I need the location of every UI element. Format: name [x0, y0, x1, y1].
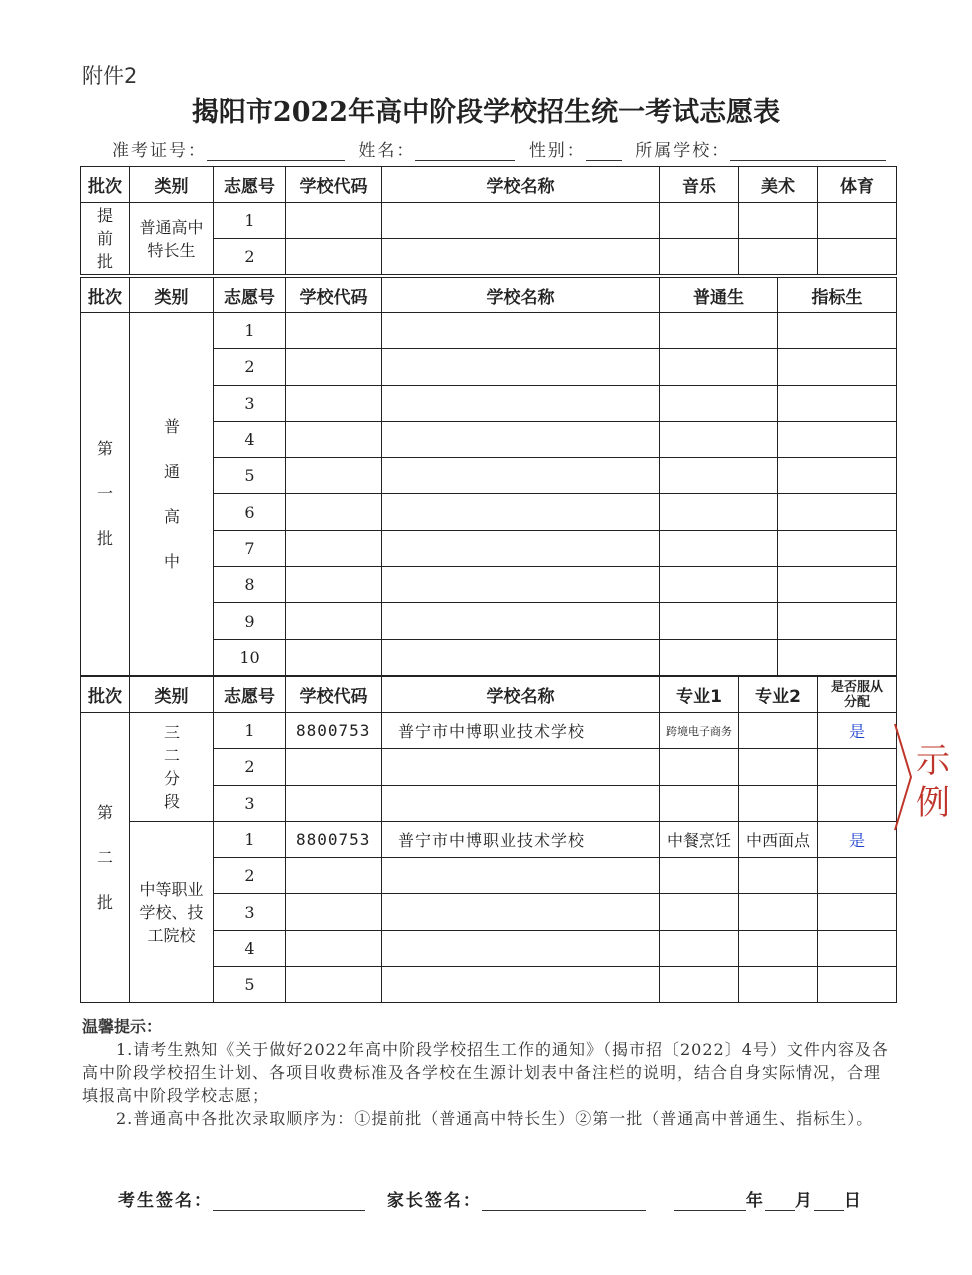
major2-cell[interactable] — [739, 785, 818, 821]
choice-no: 1 — [214, 313, 286, 349]
school-name-cell[interactable] — [382, 458, 660, 494]
choice-no: 2 — [214, 858, 286, 894]
school-name-cell[interactable] — [382, 930, 660, 966]
example-annotation: 示例 — [916, 741, 950, 823]
exam-no-field[interactable] — [207, 142, 345, 161]
tip-1: 1.请考生熟知《关于做好2022年高中阶段学校招生工作的通知》（揭市招〔2022〕4号）文件内容及各高中阶段学校招生计划、各项目收费标准及各学校在生源计划表中备注栏的说明，结合自身实际情况，合理填报高中阶段学校志愿； — [82, 1040, 889, 1105]
regular-cell[interactable] — [660, 349, 778, 385]
regular-cell[interactable] — [660, 385, 778, 421]
first-batch-label: 第一批 — [81, 313, 130, 676]
second-category-a-label: 三二分段 — [130, 713, 214, 822]
header-regular: 普通生 — [660, 278, 778, 313]
major1-cell[interactable] — [660, 967, 739, 1003]
choice-no: 7 — [214, 530, 286, 566]
early-batch-table — [80, 166, 897, 275]
header-quota: 指标生 — [778, 278, 897, 313]
regular-cell[interactable] — [660, 494, 778, 530]
school-code-cell[interactable] — [286, 603, 382, 639]
school-code-cell[interactable] — [286, 894, 382, 930]
obey-cell[interactable] — [818, 894, 897, 930]
school-name-cell[interactable] — [382, 530, 660, 566]
quota-cell[interactable] — [778, 639, 897, 675]
name-label: 姓名： — [358, 141, 416, 161]
school-name-cell[interactable] — [382, 421, 660, 457]
major1-cell[interactable]: 中餐烹饪 — [660, 821, 739, 857]
school-name-cell[interactable] — [382, 385, 660, 421]
school-code-cell[interactable] — [286, 385, 382, 421]
choice-no: 2 — [214, 749, 286, 785]
school-name-cell[interactable] — [382, 349, 660, 385]
major1-cell[interactable]: 跨境电子商务 — [660, 713, 739, 749]
choice-no: 4 — [214, 930, 286, 966]
major1-cell[interactable] — [660, 858, 739, 894]
major1-cell[interactable] — [660, 930, 739, 966]
quota-cell[interactable] — [778, 494, 897, 530]
regular-cell[interactable] — [660, 567, 778, 603]
quota-cell[interactable] — [778, 603, 897, 639]
quota-cell[interactable] — [778, 421, 897, 457]
major1-cell[interactable] — [660, 749, 739, 785]
school-code-cell[interactable] — [286, 494, 382, 530]
school-name-cell[interactable] — [382, 858, 660, 894]
choice-no: 1 — [214, 821, 286, 857]
major2-cell[interactable] — [739, 858, 818, 894]
quota-cell[interactable] — [778, 530, 897, 566]
example-bracket-icon — [893, 722, 915, 832]
student-sign-label: 考生签名： — [118, 1191, 213, 1211]
school-name-cell[interactable] — [382, 494, 660, 530]
school-name-cell[interactable] — [382, 203, 660, 239]
choice-no: 6 — [214, 494, 286, 530]
major1-cell[interactable] — [660, 785, 739, 821]
school-code-cell[interactable] — [286, 239, 382, 275]
header-batch: 批次 — [81, 677, 130, 713]
major1-cell[interactable] — [660, 894, 739, 930]
choice-no: 1 — [214, 713, 286, 749]
school-name-cell[interactable]: 普宁市中博职业技术学校 — [382, 713, 660, 749]
exam-no-label: 准考证号： — [112, 141, 207, 161]
school-code-cell[interactable]: 8800753 — [286, 713, 382, 749]
quota-cell[interactable] — [778, 349, 897, 385]
school-code-cell[interactable] — [286, 349, 382, 385]
art-cell[interactable] — [739, 239, 818, 275]
obey-cell[interactable] — [818, 785, 897, 821]
major2-cell[interactable] — [739, 930, 818, 966]
header-music: 音乐 — [660, 167, 739, 203]
regular-cell[interactable] — [660, 530, 778, 566]
header-obey: 是否服从分配 — [818, 677, 897, 713]
major2-cell[interactable] — [739, 749, 818, 785]
year-field[interactable] — [674, 1192, 746, 1211]
obey-cell[interactable] — [818, 930, 897, 966]
header-choice-no: 志愿号 — [214, 677, 286, 713]
school-code-cell[interactable] — [286, 313, 382, 349]
school-name-cell[interactable] — [382, 603, 660, 639]
school-code-cell[interactable] — [286, 749, 382, 785]
header-school-name: 学校名称 — [382, 167, 660, 203]
header-category: 类别 — [130, 167, 214, 203]
header-choice-no: 志愿号 — [214, 278, 286, 313]
choice-no: 5 — [214, 458, 286, 494]
header-school-name: 学校名称 — [382, 278, 660, 313]
regular-cell[interactable] — [660, 421, 778, 457]
parent-sign-field[interactable] — [482, 1192, 646, 1211]
sports-cell[interactable] — [818, 239, 897, 275]
choice-no: 2 — [214, 349, 286, 385]
early-batch-label: 提前批 — [81, 203, 130, 275]
first-category-label: 普通高中 — [130, 313, 214, 676]
page-title: 揭阳市2022年高中阶段学校招生统一考试志愿表 — [191, 97, 781, 128]
major2-cell[interactable]: 中西面点 — [739, 821, 818, 857]
school-code-cell[interactable] — [286, 930, 382, 966]
tips-section — [82, 1015, 894, 1130]
choice-no: 3 — [214, 785, 286, 821]
choice-no: 4 — [214, 421, 286, 457]
header-category: 类别 — [130, 278, 214, 313]
obey-cell[interactable] — [818, 749, 897, 785]
school-code-cell[interactable] — [286, 421, 382, 457]
second-category-b-label: 中等职业学校、技工院校 — [130, 821, 214, 1002]
music-cell[interactable] — [660, 203, 739, 239]
school-code-cell[interactable]: 8800753 — [286, 821, 382, 857]
year-label: 年 — [745, 1191, 765, 1211]
choice-no: 3 — [214, 894, 286, 930]
obey-cell[interactable] — [818, 858, 897, 894]
school-name-cell[interactable] — [382, 894, 660, 930]
header-major1: 专业1 — [660, 677, 739, 713]
school-code-cell[interactable] — [286, 530, 382, 566]
day-label: 日 — [843, 1191, 863, 1211]
header-major2: 专业2 — [739, 677, 818, 713]
school-code-cell[interactable] — [286, 458, 382, 494]
school-code-cell[interactable] — [286, 967, 382, 1003]
header-school-name: 学校名称 — [382, 677, 660, 713]
school-name-cell[interactable] — [382, 639, 660, 675]
month-label: 月 — [794, 1191, 814, 1211]
quota-cell[interactable] — [778, 567, 897, 603]
school-name-cell[interactable] — [382, 967, 660, 1003]
music-cell[interactable] — [660, 239, 739, 275]
school-name-cell[interactable]: 普宁市中博职业技术学校 — [382, 821, 660, 857]
header-art: 美术 — [739, 167, 818, 203]
quota-cell[interactable] — [778, 313, 897, 349]
school-name-cell[interactable] — [382, 749, 660, 785]
choice-no: 1 — [214, 203, 286, 239]
signature-line — [118, 1186, 863, 1211]
tips-title: 温馨提示： — [82, 1017, 163, 1036]
quota-cell[interactable] — [778, 385, 897, 421]
parent-sign-label: 家长签名： — [386, 1191, 482, 1211]
header-school-code: 学校代码 — [286, 167, 382, 203]
header-choice-no: 志愿号 — [214, 167, 286, 203]
name-field[interactable] — [415, 142, 515, 161]
school-name-cell[interactable] — [382, 785, 660, 821]
quota-cell[interactable] — [778, 458, 897, 494]
day-field[interactable] — [814, 1192, 844, 1211]
header-school-code: 学校代码 — [286, 278, 382, 313]
regular-cell[interactable] — [660, 639, 778, 675]
school-code-cell[interactable] — [286, 203, 382, 239]
choice-no: 10 — [214, 639, 286, 675]
regular-cell[interactable] — [660, 313, 778, 349]
header-sports: 体育 — [818, 167, 897, 203]
school-code-cell[interactable] — [286, 858, 382, 894]
school-name-cell[interactable] — [382, 567, 660, 603]
sports-cell[interactable] — [818, 203, 897, 239]
school-label: 所属学校： — [635, 141, 731, 161]
major2-cell[interactable] — [739, 967, 818, 1003]
school-code-cell[interactable] — [286, 785, 382, 821]
gender-field[interactable] — [586, 142, 622, 161]
choice-no: 3 — [214, 385, 286, 421]
header-batch: 批次 — [81, 278, 130, 313]
second-batch-table — [80, 676, 897, 1003]
school-name-cell[interactable] — [382, 239, 660, 275]
major2-cell[interactable] — [739, 894, 818, 930]
student-sign-field[interactable] — [213, 1192, 365, 1211]
choice-no: 9 — [214, 603, 286, 639]
month-field[interactable] — [765, 1192, 795, 1211]
choice-no: 2 — [214, 239, 286, 275]
tip-2: 2.普通高中各批次录取顺序为：①提前批（普通高中特长生）②第一批（普通高中普通生、指标生）。 — [116, 1109, 874, 1128]
header-batch: 批次 — [81, 167, 130, 203]
regular-cell[interactable] — [660, 458, 778, 494]
second-batch-label: 第二批 — [81, 713, 130, 1003]
header-category: 类别 — [130, 677, 214, 713]
school-code-cell[interactable] — [286, 567, 382, 603]
school-name-cell[interactable] — [382, 313, 660, 349]
school-field[interactable] — [730, 142, 886, 161]
early-category-label: 普通高中特长生 — [130, 203, 214, 275]
choice-no: 8 — [214, 567, 286, 603]
major2-cell[interactable] — [739, 713, 818, 749]
obey-cell[interactable]: 是 — [818, 821, 897, 857]
art-cell[interactable] — [739, 203, 818, 239]
first-batch-table — [80, 277, 897, 676]
info-line — [112, 136, 892, 161]
attachment-label: 附件2 — [82, 64, 138, 88]
gender-label: 性别： — [528, 141, 586, 161]
regular-cell[interactable] — [660, 603, 778, 639]
school-code-cell[interactable] — [286, 639, 382, 675]
choice-no: 5 — [214, 967, 286, 1003]
obey-cell[interactable] — [818, 967, 897, 1003]
header-school-code: 学校代码 — [286, 677, 382, 713]
obey-cell[interactable]: 是 — [818, 713, 897, 749]
